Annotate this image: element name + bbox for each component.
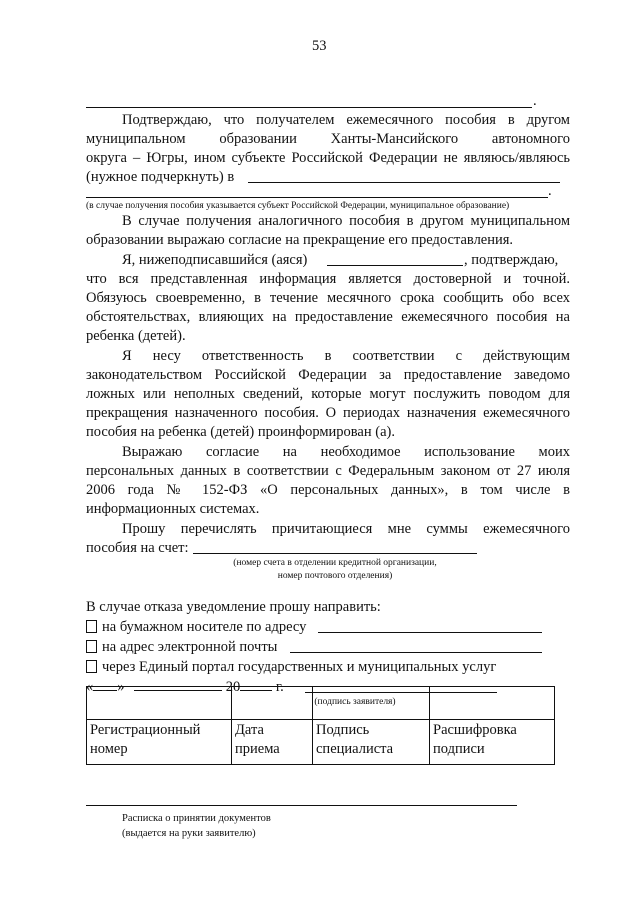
receipt-line-1: Расписка о принятии документов [122,813,271,824]
region-line-dot: . [548,183,552,199]
portal-checkbox[interactable] [86,660,97,673]
table-row [87,720,555,765]
paper-address-line[interactable] [318,632,542,633]
refusal-title: В случае отказа уведомление прошу направить: [86,599,381,615]
refusal-option-email-label: на адрес электронной почты [102,639,278,655]
year-suffix: г. [275,679,284,695]
responsibility-line-2: законодательством Российской Федерации за предоставление заведомо [86,367,570,383]
undersigned-line-5: ребенка (детей). [86,328,186,344]
page-number: 53 [312,38,327,54]
payment-line-1: Прошу перечислять причитающиеся мне суммы ежемесячного [122,521,570,537]
header-registration-number: Регистрационный номер [87,720,232,765]
top-line-dot: . [533,93,537,109]
account-number-line[interactable] [193,553,477,554]
header-date-received: Дата приема [232,720,313,765]
undersigned-line-1b: , подтверждаю, [464,252,559,268]
year-prefix: 20 [225,679,241,695]
cut-line [86,805,517,806]
responsibility-line-4: прекращения назначенного пособия. О периодах назначения ежемесячного [86,405,570,421]
consent-line-2: образовании выражаю согласие на прекращение его предоставления. [86,232,514,248]
responsibility-line-3: ложных или неполных сведений, которые могут послужить поводом для [86,386,570,402]
undersigned-name-line[interactable] [327,265,463,266]
quote-close: » [117,679,125,695]
email-checkbox[interactable] [86,640,97,653]
refusal-option-paper[interactable] [86,618,306,637]
personal-data-line-3: 2006 года № 152-ФЗ «О персональных данных», в том числе в [86,482,570,498]
table-cell[interactable] [232,687,313,720]
region-fill-line-2[interactable] [86,197,548,198]
personal-data-line-4: информационных системах. [86,501,260,517]
refusal-option-paper-label: на бумажном носителе по адресу [102,619,307,635]
consent-line-1: В случае получения аналогичного пособия в другом муниципальном [122,213,570,229]
refusal-option-portal-label: через Единый портал государственных и муниципальных услуг [102,659,497,675]
account-note-1: (номер счета в отделении кредитной организации, [233,558,437,568]
undersigned-line-4: обстоятельствах, влияющих на предоставление ежемесячного пособия на [86,309,570,325]
header-signature-decoding: Расшифровка подписи [430,720,555,765]
confirm-line-2: муниципальном образовании Ханты-Мансийского автономного [86,131,570,147]
refusal-option-portal[interactable] [86,658,496,677]
receipt-line-2: (выдается на руки заявителю) [122,828,256,839]
header-specialist-signature: Подпись специалиста [313,720,430,765]
table-row [87,687,555,720]
top-blank-line [86,107,532,108]
undersigned-line-2: что вся представленная информация является достоверной и точной. [86,271,570,287]
undersigned-line-3: Обязуюсь своевременно, в течение месячного срока сообщить обо всех [86,290,570,306]
email-address-line[interactable] [290,652,542,653]
confirm-line-4: (нужное подчеркнуть) в [86,169,235,185]
responsibility-line-5: пособия на ребенка (детей) проинформирован (а). [86,424,395,440]
table-cell[interactable] [430,687,555,720]
refusal-option-email[interactable] [86,638,277,657]
confirm-line-1: Подтверждаю, что получателем ежемесячного пособия в другом [122,112,570,128]
confirm-line-3: округа – Югры, ином субъекте Российской Федерации не являюсь/являюсь [86,150,570,166]
payment-line-2: пособия на счет: [86,540,189,556]
account-note-2: номер почтового отделения) [277,571,393,581]
registration-table [86,686,555,765]
undersigned-line-1a: Я, нижеподписавшийся (аяся) [122,252,308,268]
table-cell[interactable] [87,687,232,720]
signature-note: (подпись заявителя) [314,697,396,707]
table-cell[interactable] [313,687,430,720]
paper-checkbox[interactable] [86,620,97,633]
responsibility-line-1: Я несу ответственность в соответствии с действующим [122,348,570,364]
quote-open: « [86,679,94,695]
personal-data-line-2: персональных данных в соответствии с Федеральным законом от 27 июля [86,463,570,479]
region-note: (в случае получения пособия указывается субъект Российской Федерации, муниципальное образование) [86,201,510,211]
region-fill-line[interactable] [248,182,560,183]
personal-data-line-1: Выражаю согласие на необходимое использование моих [122,444,570,460]
